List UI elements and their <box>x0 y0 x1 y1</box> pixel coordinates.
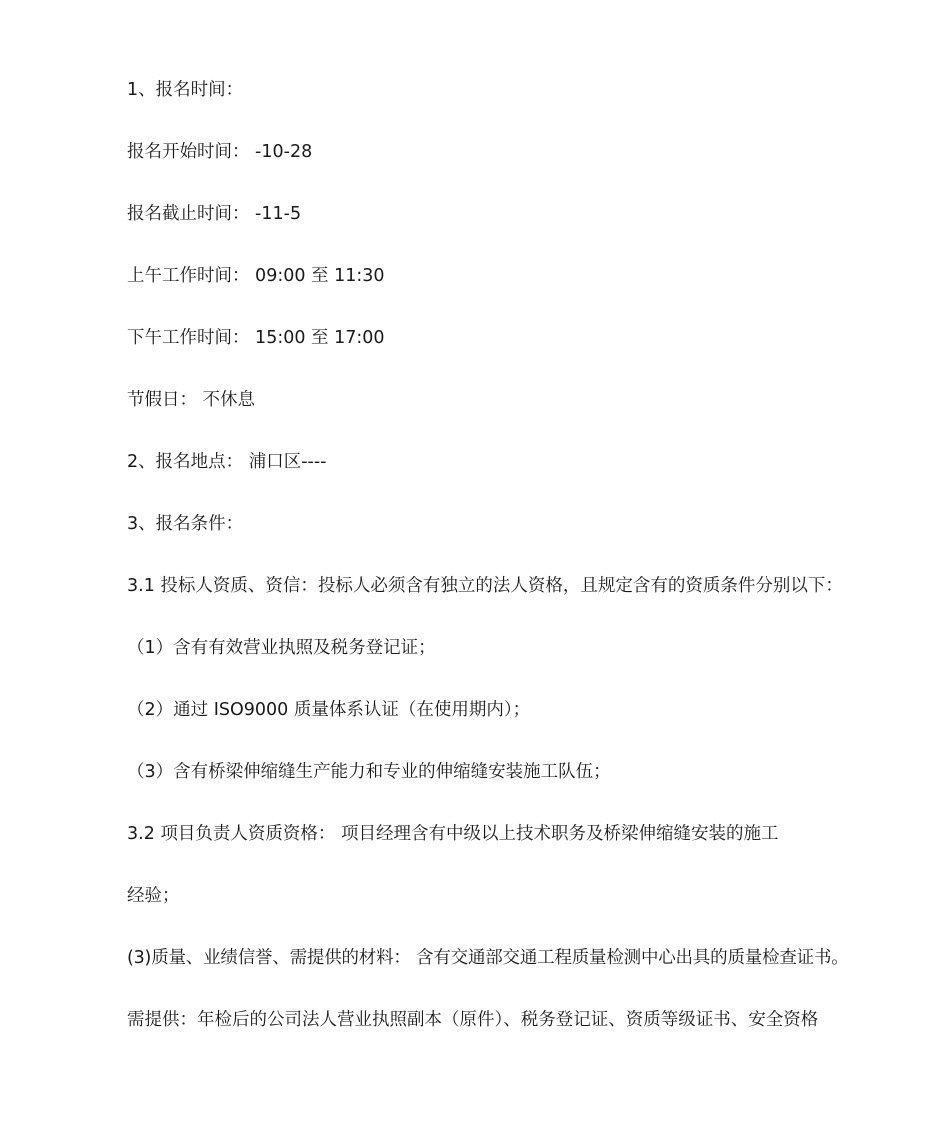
requirement-item-1: （1）含有有效营业执照及税务登记证； <box>127 638 436 658</box>
clause-3-3-quality-materials: (3)质量、业绩信誉、需提供的材料： 含有交通部交通工程质量检测中心出具的质量检查证书。 <box>127 948 849 968</box>
clause-3-2-continuation: 经验； <box>127 886 180 906</box>
holidays-line: 节假日： 不休息 <box>127 390 256 410</box>
afternoon-work-hours: 下午工作时间： 15:00 至 17:00 <box>127 328 385 348</box>
requirement-item-3: （3）含有桥梁伸缩缝生产能力和专业的伸缩缝安装施工队伍； <box>127 762 611 782</box>
section-3-heading: 3、报名条件： <box>127 514 244 534</box>
registration-end-time: 报名截止时间： -11-5 <box>127 204 302 224</box>
required-documents-line: 需提供：年检后的公司法人营业执照副本（原件）、税务登记证、资质等级证书、安全资格 <box>127 1010 819 1030</box>
registration-start-time: 报名开始时间： -10-28 <box>127 142 313 162</box>
morning-work-hours: 上午工作时间： 09:00 至 11:30 <box>127 266 385 286</box>
clause-3-1-bidder-qualification: 3.1 投标人资质、资信：投标人必须含有独立的法人资格，且规定含有的资质条件分别以下： <box>127 576 843 596</box>
clause-3-2-project-manager: 3.2 项目负责人资质资格： 项目经理含有中级以上技术职务及桥梁伸缩缝安装的施工 <box>127 824 779 844</box>
section-1-heading: 1、报名时间： <box>127 80 244 100</box>
requirement-item-2: （2）通过 ISO9000 质量体系认证（在使用期内）； <box>127 700 531 720</box>
section-2-registration-place: 2、报名地点： 浦口区---- <box>127 452 327 472</box>
